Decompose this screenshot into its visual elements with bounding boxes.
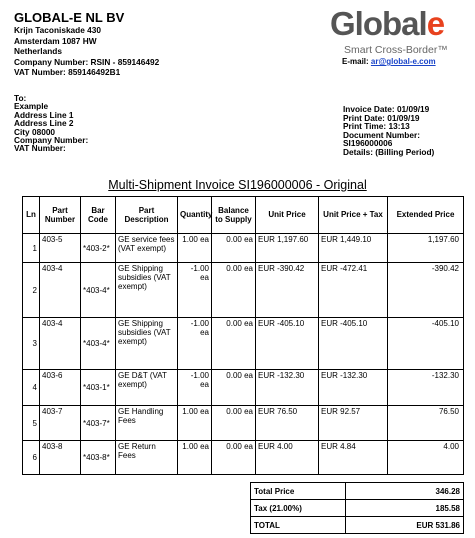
line-items-table: [22, 196, 464, 475]
logo-text: Global: [330, 5, 427, 42]
balance-to-supply: 0.00 ea: [212, 318, 256, 370]
part-number: 403-7: [40, 406, 81, 441]
line-number: 2: [23, 263, 40, 318]
recipient-line: Example: [14, 101, 49, 112]
unit-price-tax: EUR 4.84: [319, 441, 388, 475]
extended-price: 4.00: [388, 441, 464, 475]
part-number: 403-8: [40, 441, 81, 475]
logo-accent-letter: e: [426, 5, 445, 42]
details: Details: (Billing Period): [343, 146, 435, 157]
bar-code: *403-2*: [81, 234, 116, 263]
part-number: 403-5: [40, 234, 81, 263]
part-description: GE Shipping subsidies (VAT exempt): [116, 263, 178, 318]
company-address-line: Krijn Taconiskade 430: [14, 25, 101, 35]
recipient-line: Address Line 1: [14, 109, 74, 120]
part-number: 403-4: [40, 263, 81, 318]
extended-price: -390.42: [388, 263, 464, 318]
part-number: 403-4: [40, 318, 81, 370]
company-number: Company Number: RSIN - 859146492: [14, 56, 160, 67]
balance-to-supply: 0.00 ea: [212, 234, 256, 263]
quantity: -1.00 ea: [178, 370, 212, 406]
unit-price-tax: EUR 92.57: [319, 406, 388, 441]
global-e-logo: [330, 2, 470, 66]
extended-price: -405.10: [388, 318, 464, 370]
column-header: Bar Code: [81, 197, 116, 234]
column-header: Part Description: [116, 197, 178, 234]
balance-to-supply: 0.00 ea: [212, 441, 256, 475]
recipient-line: VAT Number:: [14, 143, 66, 154]
unit-price: EUR -132.30: [256, 370, 319, 406]
grand-total-label: TOTAL: [251, 517, 346, 534]
total-label: Total Price: [251, 483, 346, 500]
logo-wordmark: [330, 2, 444, 46]
balance-to-supply: 0.00 ea: [212, 263, 256, 318]
quantity: 1.00 ea: [178, 406, 212, 441]
unit-price-tax: EUR -132.30: [319, 370, 388, 406]
line-number: 6: [23, 441, 40, 475]
unit-price: EUR 76.50: [256, 406, 319, 441]
balance-to-supply: 0.00 ea: [212, 406, 256, 441]
document-number: SI196000006: [343, 138, 393, 149]
unit-price-tax: EUR -405.10: [319, 318, 388, 370]
invoice-title: Multi-Shipment Invoice SI196000006 - Original: [108, 178, 367, 192]
recipient-block: [14, 94, 88, 153]
column-header: Part Number: [40, 197, 81, 234]
column-header: Balance to Supply: [212, 197, 256, 234]
line-number: 5: [23, 406, 40, 441]
tax-label: Tax (21.00%): [251, 500, 346, 517]
bar-code: *403-1*: [81, 370, 116, 406]
total-value: 346.28: [346, 483, 464, 500]
part-description: GE Return Fees: [116, 441, 178, 475]
totals-table: [250, 482, 464, 534]
table-header-row: [23, 197, 464, 234]
recipient-line: To:: [14, 93, 27, 103]
email-link[interactable]: ar@global-e.com: [370, 57, 436, 66]
grand-total-row: [251, 517, 464, 534]
quantity: -1.00 ea: [178, 263, 212, 318]
extended-price: 1,197.60: [388, 234, 464, 263]
quantity: 1.00 ea: [178, 441, 212, 475]
grand-total-value: EUR 531.86: [346, 517, 464, 534]
line-number: 3: [23, 318, 40, 370]
table-row: [23, 441, 464, 475]
email-line: [342, 57, 436, 66]
extended-price: -132.30: [388, 370, 464, 406]
table-row: [23, 318, 464, 370]
table-row: [23, 263, 464, 318]
unit-price-tax: EUR 1,449.10: [319, 234, 388, 263]
invoice-meta: [343, 105, 434, 157]
bar-code: *403-8*: [81, 441, 116, 475]
company-block: [14, 10, 159, 78]
bar-code: *403-7*: [81, 406, 116, 441]
print-date: Print Date: 01/09/19: [343, 112, 420, 123]
tax-value: 185.58: [346, 500, 464, 517]
unit-price: EUR 4.00: [256, 441, 319, 475]
company-address-line: Amsterdam 1087 HW: [14, 35, 97, 46]
extended-price: 76.50: [388, 406, 464, 441]
balance-to-supply: 0.00 ea: [212, 370, 256, 406]
unit-price-tax: EUR -472.41: [319, 263, 388, 318]
unit-price: EUR -390.42: [256, 263, 319, 318]
column-header: Extended Price: [388, 197, 464, 234]
print-time: Print Time: 13:13: [343, 121, 410, 132]
table-row: [23, 234, 464, 263]
quantity: 1.00 ea: [178, 234, 212, 263]
unit-price: EUR -405.10: [256, 318, 319, 370]
line-number: 1: [23, 234, 40, 263]
column-header: Unit Price: [256, 197, 319, 234]
recipient-line: Address Line 2: [14, 118, 74, 129]
total-price-row: [251, 483, 464, 500]
part-description: GE service fees (VAT exempt): [116, 234, 178, 263]
table-row: [23, 406, 464, 441]
unit-price: EUR 1,197.60: [256, 234, 319, 263]
column-header: Ln: [23, 197, 40, 234]
part-description: GE Handling Fees: [116, 406, 178, 441]
column-header: Quantity: [178, 197, 212, 234]
bar-code: *403-4*: [81, 318, 116, 370]
line-number: 4: [23, 370, 40, 406]
company-name: GLOBAL-E NL BV: [14, 10, 125, 25]
recipient-line: Company Number:: [14, 134, 89, 145]
recipient-line: City 08000: [14, 126, 56, 137]
part-description: GE D&T (VAT exempt): [116, 370, 178, 406]
column-header: Unit Price + Tax: [319, 197, 388, 234]
tax-row: [251, 500, 464, 517]
email-label: E-mail:: [342, 57, 369, 66]
document-number-label: Document Number:: [343, 129, 420, 140]
bar-code: *403-4*: [81, 263, 116, 318]
company-vat-number: VAT Number: 859146492B1: [14, 67, 121, 78]
part-number: 403-6: [40, 370, 81, 406]
logo-tagline: Smart Cross-Border™: [344, 44, 448, 56]
part-description: GE Shipping subsidies (VAT exempt): [116, 318, 178, 370]
quantity: -1.00 ea: [178, 318, 212, 370]
invoice-date: Invoice Date: 01/09/19: [343, 104, 430, 114]
table-row: [23, 370, 464, 406]
company-address-line: Netherlands: [14, 46, 62, 57]
